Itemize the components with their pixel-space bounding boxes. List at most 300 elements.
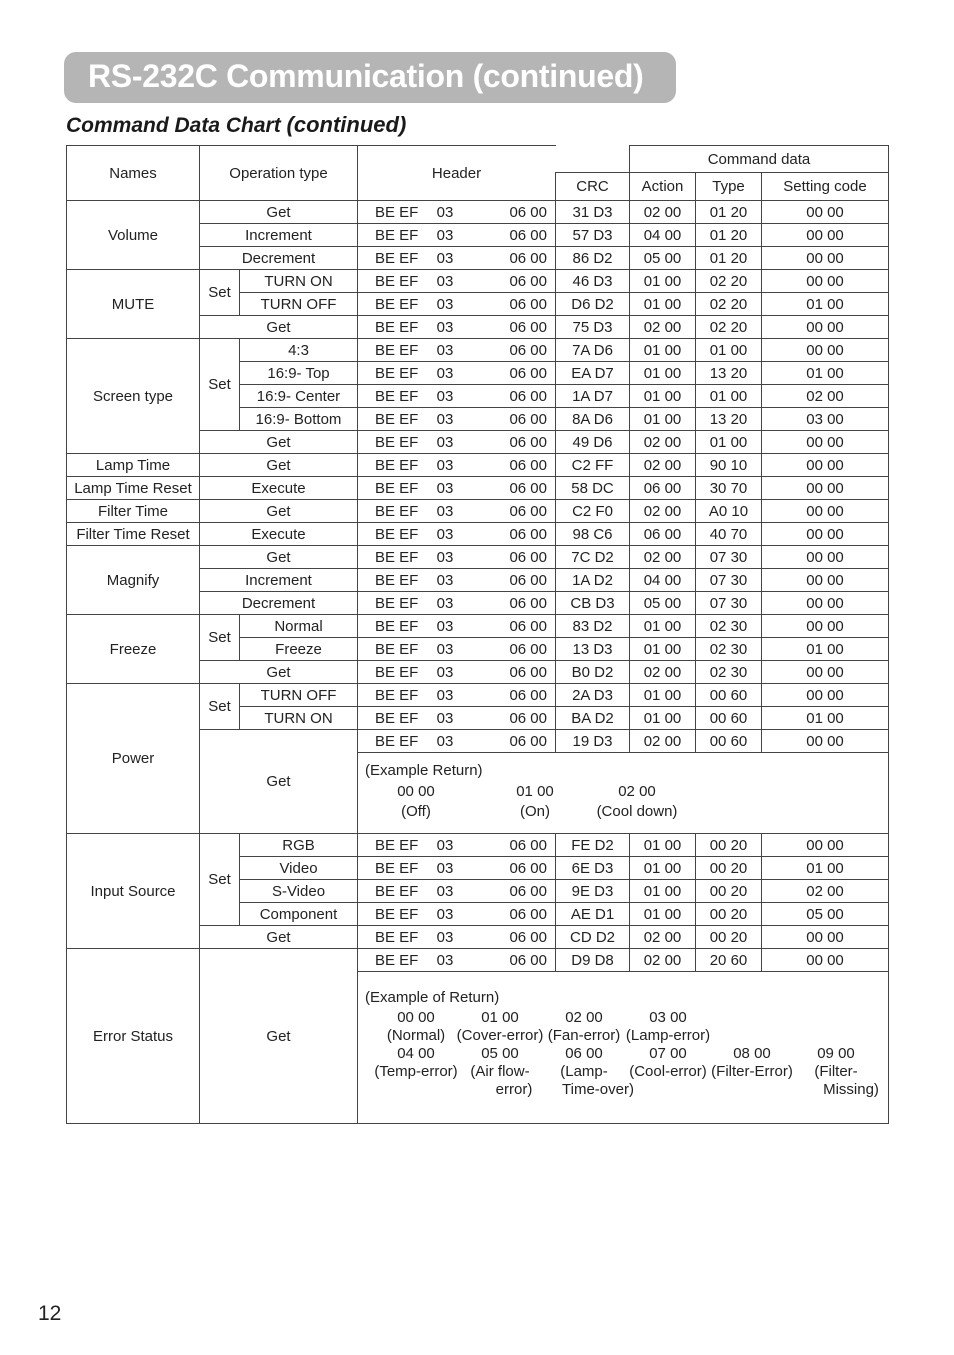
table-body [67,146,889,1124]
header-byte-cell: BE EF [358,903,428,926]
example-heading: (Example of Return) [365,989,500,1006]
header-byte-cell: 03 [428,684,463,707]
type-cell: 00 20 [696,857,762,880]
operation-cell: Get [200,949,358,1124]
example-code: 03 00 [649,1009,687,1026]
crc-cell: CB D3 [556,592,630,615]
example-description: error) [495,1081,533,1098]
setting-code-cell: 00 00 [762,546,889,569]
table-row [67,477,889,500]
header-byte-cell: 06 00 [463,949,556,972]
crc-cell: D9 D8 [556,949,630,972]
crc-cell: 19 D3 [556,730,630,753]
header-byte-cell: 06 00 [463,477,556,500]
type-cell: 01 20 [696,201,762,224]
operation-cell: Increment [200,224,358,247]
header-byte-cell: 06 00 [463,880,556,903]
crc-cell: 9E D3 [556,880,630,903]
table-row [67,454,889,477]
action-cell: 02 00 [630,949,696,972]
header-byte-cell: 03 [428,880,463,903]
header-byte-cell: 03 [428,247,463,270]
header-byte-cell: BE EF [358,615,428,638]
col-header-names: Names [67,146,200,201]
type-cell: 02 30 [696,638,762,661]
setting-code-cell: 00 00 [762,454,889,477]
setting-code-cell: 00 00 [762,569,889,592]
type-cell: 00 60 [696,707,762,730]
header-byte-cell: BE EF [358,385,428,408]
action-cell: 02 00 [630,201,696,224]
header-byte-cell: BE EF [358,270,428,293]
type-cell: 90 10 [696,454,762,477]
setting-code-cell: 00 00 [762,201,889,224]
setting-code-cell: 00 00 [762,684,889,707]
page-number: 12 [38,1302,62,1325]
crc-cell: 75 D3 [556,316,630,339]
action-cell: 01 00 [630,270,696,293]
command-data-table [66,145,889,1124]
header-byte-cell: 06 00 [463,834,556,857]
crc-cell: 49 D6 [556,431,630,454]
operation-cell: 16:9- Bottom [240,408,358,431]
operation-cell: S-Video [240,880,358,903]
action-cell: 05 00 [630,592,696,615]
row-group-name: Volume [67,201,200,270]
header-byte-cell: BE EF [358,477,428,500]
operation-cell: Get [200,926,358,949]
setting-code-cell: 01 00 [762,638,889,661]
header-byte-cell: 06 00 [463,926,556,949]
setting-code-cell: 01 00 [762,707,889,730]
header-byte-cell: 06 00 [463,385,556,408]
header-byte-cell: 03 [428,500,463,523]
crc-cell: CD D2 [556,926,630,949]
action-cell: 01 00 [630,293,696,316]
header-byte-cell: BE EF [358,926,428,949]
header-byte-cell: 03 [428,638,463,661]
row-group-name: Screen type [67,339,200,454]
header-byte-cell: 06 00 [463,903,556,926]
table-row [67,949,889,972]
header-byte-cell: 03 [428,270,463,293]
action-cell: 02 00 [630,926,696,949]
header-byte-cell: BE EF [358,454,428,477]
header-byte-cell: BE EF [358,339,428,362]
setting-code-cell: 00 00 [762,615,889,638]
example-description: (Filter- [814,1063,858,1080]
setting-code-cell: 00 00 [762,431,889,454]
action-cell: 01 00 [630,834,696,857]
action-cell: 01 00 [630,615,696,638]
row-group-name: Freeze [67,615,200,684]
table-row [67,546,889,569]
example-return-cell [358,753,889,834]
crc-cell: EA D7 [556,362,630,385]
action-cell: 01 00 [630,880,696,903]
type-cell: 01 00 [696,385,762,408]
example-description: (Fan-error) [547,1027,621,1044]
crc-cell: 8A D6 [556,408,630,431]
row-group-name: Filter Time Reset [67,523,200,546]
header-byte-cell: BE EF [358,201,428,224]
action-cell: 02 00 [630,661,696,684]
example-code: 06 00 [565,1045,603,1062]
section-heading-main: Command Data Chart [66,114,281,137]
type-cell: 01 20 [696,224,762,247]
setting-code-cell: 00 00 [762,247,889,270]
operation-cell: Component [240,903,358,926]
header-byte-cell: 06 00 [463,339,556,362]
header-byte-cell: 03 [428,569,463,592]
header-byte-cell: 06 00 [463,730,556,753]
action-cell: 01 00 [630,385,696,408]
setting-code-cell: 00 00 [762,949,889,972]
table-row [67,270,889,293]
type-cell: 01 20 [696,247,762,270]
row-group-name: Input Source [67,834,200,949]
section-heading-continued: (continued) [286,112,407,137]
header-byte-cell: BE EF [358,880,428,903]
type-cell: 07 30 [696,569,762,592]
header-byte-cell: 06 00 [463,293,556,316]
operation-cell: Get [200,316,358,339]
header-byte-cell: BE EF [358,661,428,684]
action-cell: 02 00 [630,454,696,477]
table-row [67,834,889,857]
setting-code-cell: 00 00 [762,316,889,339]
setting-code-cell: 00 00 [762,477,889,500]
crc-cell: 31 D3 [556,201,630,224]
header-byte-cell: BE EF [358,316,428,339]
action-cell: 02 00 [630,730,696,753]
example-code: 02 00 [618,783,656,800]
action-cell: 01 00 [630,903,696,926]
col-header-crc: CRC [556,173,630,201]
type-cell: 13 20 [696,408,762,431]
title-banner [64,52,676,103]
header-byte-cell: BE EF [358,730,428,753]
header-byte-cell: 06 00 [463,638,556,661]
header-byte-cell: 03 [428,224,463,247]
header-byte-cell: 06 00 [463,684,556,707]
operation-cell: Get [200,500,358,523]
action-cell: 02 00 [630,431,696,454]
setting-code-cell: 00 00 [762,592,889,615]
operation-cell: TURN ON [240,270,358,293]
header-byte-cell: BE EF [358,707,428,730]
example-description: (On) [520,803,550,820]
example-heading: (Example Return) [365,762,483,779]
type-cell: 01 00 [696,431,762,454]
col-header-command-data: Command data [630,146,889,173]
header-byte-cell: 03 [428,546,463,569]
col-header-header: Header [358,146,556,201]
type-cell: 30 70 [696,477,762,500]
example-description: (Off) [401,803,431,820]
setting-code-cell: 00 00 [762,661,889,684]
action-cell: 01 00 [630,857,696,880]
action-cell: 01 00 [630,707,696,730]
header-byte-cell: 03 [428,385,463,408]
example-return-box [358,972,888,1123]
set-label-cell: Set [200,615,240,661]
example-code: 01 00 [481,1009,519,1026]
example-code: 05 00 [481,1045,519,1062]
action-cell: 02 00 [630,316,696,339]
operation-cell: Execute [200,477,358,500]
header-byte-cell: BE EF [358,638,428,661]
setting-code-cell: 00 00 [762,730,889,753]
crc-cell: 1A D7 [556,385,630,408]
header-byte-cell: 06 00 [463,201,556,224]
row-group-name: Magnify [67,546,200,615]
type-cell: 02 30 [696,661,762,684]
setting-code-cell: 00 00 [762,270,889,293]
set-label-cell: Set [200,339,240,431]
header-byte-cell: 06 00 [463,500,556,523]
crc-cell: 98 C6 [556,523,630,546]
operation-cell: TURN OFF [240,684,358,707]
example-description: (Air flow- [470,1063,530,1080]
type-cell: 13 20 [696,362,762,385]
type-cell: 02 20 [696,293,762,316]
type-cell: 01 00 [696,339,762,362]
setting-code-cell: 00 00 [762,224,889,247]
header-byte-cell: 06 00 [463,224,556,247]
crc-cell: C2 FF [556,454,630,477]
example-description: (Cover-error) [456,1027,544,1044]
operation-cell: RGB [240,834,358,857]
table-row [67,201,889,224]
type-cell: 00 20 [696,834,762,857]
header-byte-cell: 03 [428,592,463,615]
header-byte-cell: 03 [428,949,463,972]
example-code: 09 00 [817,1045,855,1062]
type-cell: 07 30 [696,546,762,569]
action-cell: 01 00 [630,684,696,707]
header-byte-cell: 06 00 [463,857,556,880]
example-code: 02 00 [565,1009,603,1026]
example-description: (Normal) [386,1027,446,1044]
header-byte-cell: 06 00 [463,316,556,339]
action-cell: 02 00 [630,500,696,523]
header-byte-cell: BE EF [358,523,428,546]
header-byte-cell: 03 [428,730,463,753]
header-byte-cell: BE EF [358,834,428,857]
type-cell: A0 10 [696,500,762,523]
type-cell: 20 60 [696,949,762,972]
col-header-action: Action [630,173,696,201]
header-byte-cell: BE EF [358,857,428,880]
setting-code-cell: 01 00 [762,857,889,880]
crc-cell: 83 D2 [556,615,630,638]
crc-cell: BA D2 [556,707,630,730]
setting-code-cell: 02 00 [762,880,889,903]
crc-cell: 7A D6 [556,339,630,362]
setting-code-cell: 03 00 [762,408,889,431]
header-byte-cell: 03 [428,454,463,477]
header-byte-cell: 03 [428,834,463,857]
operation-cell: Get [200,431,358,454]
operation-cell: Get [200,661,358,684]
action-cell: 06 00 [630,477,696,500]
header-byte-cell: 03 [428,926,463,949]
header-byte-cell: BE EF [358,684,428,707]
action-cell: 02 00 [630,546,696,569]
action-cell: 01 00 [630,339,696,362]
action-cell: 05 00 [630,247,696,270]
crc-cell: 6E D3 [556,857,630,880]
crc-cell: 1A D2 [556,569,630,592]
row-group-name: Power [67,684,200,834]
operation-cell: Decrement [200,592,358,615]
setting-code-cell: 05 00 [762,903,889,926]
crc-cell: FE D2 [556,834,630,857]
action-cell: 01 00 [630,408,696,431]
table-row [67,615,889,638]
example-description: (Temp-error) [374,1063,458,1080]
operation-cell: 4:3 [240,339,358,362]
row-group-name: Filter Time [67,500,200,523]
crc-cell: B0 D2 [556,661,630,684]
action-cell: 06 00 [630,523,696,546]
header-byte-cell: 03 [428,431,463,454]
operation-cell: Increment [200,569,358,592]
setting-code-cell: 00 00 [762,500,889,523]
header-byte-cell: 03 [428,477,463,500]
header-byte-cell: 03 [428,523,463,546]
set-label-cell: Set [200,834,240,926]
header-byte-cell: BE EF [358,500,428,523]
setting-code-cell: 00 00 [762,834,889,857]
setting-code-cell: 00 00 [762,926,889,949]
crc-cell: 86 D2 [556,247,630,270]
crc-cell: 13 D3 [556,638,630,661]
example-code: 04 00 [397,1045,435,1062]
header-byte-cell: 03 [428,615,463,638]
header-byte-cell: 06 00 [463,431,556,454]
crc-cell: C2 F0 [556,500,630,523]
header-byte-cell: 06 00 [463,270,556,293]
header-byte-cell: BE EF [358,293,428,316]
header-byte-cell: 06 00 [463,546,556,569]
crc-cell: 46 D3 [556,270,630,293]
setting-code-cell: 00 00 [762,339,889,362]
col-header-operation-type: Operation type [200,146,358,201]
row-group-name: Error Status [67,949,200,1124]
crc-cell: D6 D2 [556,293,630,316]
type-cell: 02 30 [696,615,762,638]
example-description: (Filter-Error) [711,1063,793,1080]
type-cell: 02 20 [696,270,762,293]
header-byte-cell: 06 00 [463,247,556,270]
header-byte-cell: 03 [428,707,463,730]
table-row [67,523,889,546]
header-byte-cell: 06 00 [463,569,556,592]
type-cell: 40 70 [696,523,762,546]
type-cell: 07 30 [696,592,762,615]
action-cell: 01 00 [630,362,696,385]
example-description: (Lamp- [560,1063,608,1080]
header-byte-cell: 03 [428,201,463,224]
header-row-1 [67,146,889,173]
operation-cell: Execute [200,523,358,546]
header-byte-cell: 06 00 [463,454,556,477]
operation-cell: Normal [240,615,358,638]
example-description: Time-over) [562,1081,634,1098]
crc-cell: 58 DC [556,477,630,500]
header-byte-cell: BE EF [358,431,428,454]
table-row [67,500,889,523]
header-byte-cell: 06 00 [463,362,556,385]
action-cell: 01 00 [630,638,696,661]
setting-code-cell: 00 00 [762,523,889,546]
operation-cell: Freeze [240,638,358,661]
header-byte-cell: 06 00 [463,707,556,730]
header-byte-cell: 03 [428,857,463,880]
row-group-name: MUTE [67,270,200,339]
operation-cell: Decrement [200,247,358,270]
header-byte-cell: 03 [428,339,463,362]
setting-code-cell: 01 00 [762,362,889,385]
header-byte-cell: 03 [428,316,463,339]
operation-cell: TURN ON [240,707,358,730]
example-description: (Cool-error) [629,1063,707,1080]
col-header-type: Type [696,173,762,201]
operation-cell: TURN OFF [240,293,358,316]
col-header-blank [556,146,630,173]
type-cell: 00 60 [696,730,762,753]
set-label-cell: Set [200,270,240,316]
crc-cell: 2A D3 [556,684,630,707]
example-code: 08 00 [733,1045,771,1062]
crc-cell: 7C D2 [556,546,630,569]
type-cell: 02 20 [696,316,762,339]
example-return-box [358,753,888,833]
header-byte-cell: BE EF [358,362,428,385]
header-byte-cell: 06 00 [463,592,556,615]
example-code: 00 00 [397,783,435,800]
col-header-setting-code: Setting code [762,173,889,201]
table-row [67,339,889,362]
example-code: 07 00 [649,1045,687,1062]
set-label-cell: Set [200,684,240,730]
header-byte-cell: BE EF [358,949,428,972]
example-code: 01 00 [516,783,554,800]
example-code: 00 00 [397,1009,435,1026]
section-heading [66,112,406,138]
table-row [67,684,889,707]
operation-cell: 16:9- Top [240,362,358,385]
operation-cell: Get [200,730,358,834]
header-byte-cell: 03 [428,293,463,316]
row-group-name: Lamp Time [67,454,200,477]
type-cell: 00 20 [696,926,762,949]
operation-cell: 16:9- Center [240,385,358,408]
header-byte-cell: BE EF [358,546,428,569]
crc-cell: 57 D3 [556,224,630,247]
operation-cell: Video [240,857,358,880]
row-group-name: Lamp Time Reset [67,477,200,500]
header-byte-cell: 06 00 [463,523,556,546]
page-title: RS-232C Communication (continued) [88,58,644,94]
example-description: Missing) [823,1081,879,1098]
header-byte-cell: BE EF [358,247,428,270]
type-cell: 00 60 [696,684,762,707]
header-byte-cell: BE EF [358,224,428,247]
setting-code-cell: 02 00 [762,385,889,408]
